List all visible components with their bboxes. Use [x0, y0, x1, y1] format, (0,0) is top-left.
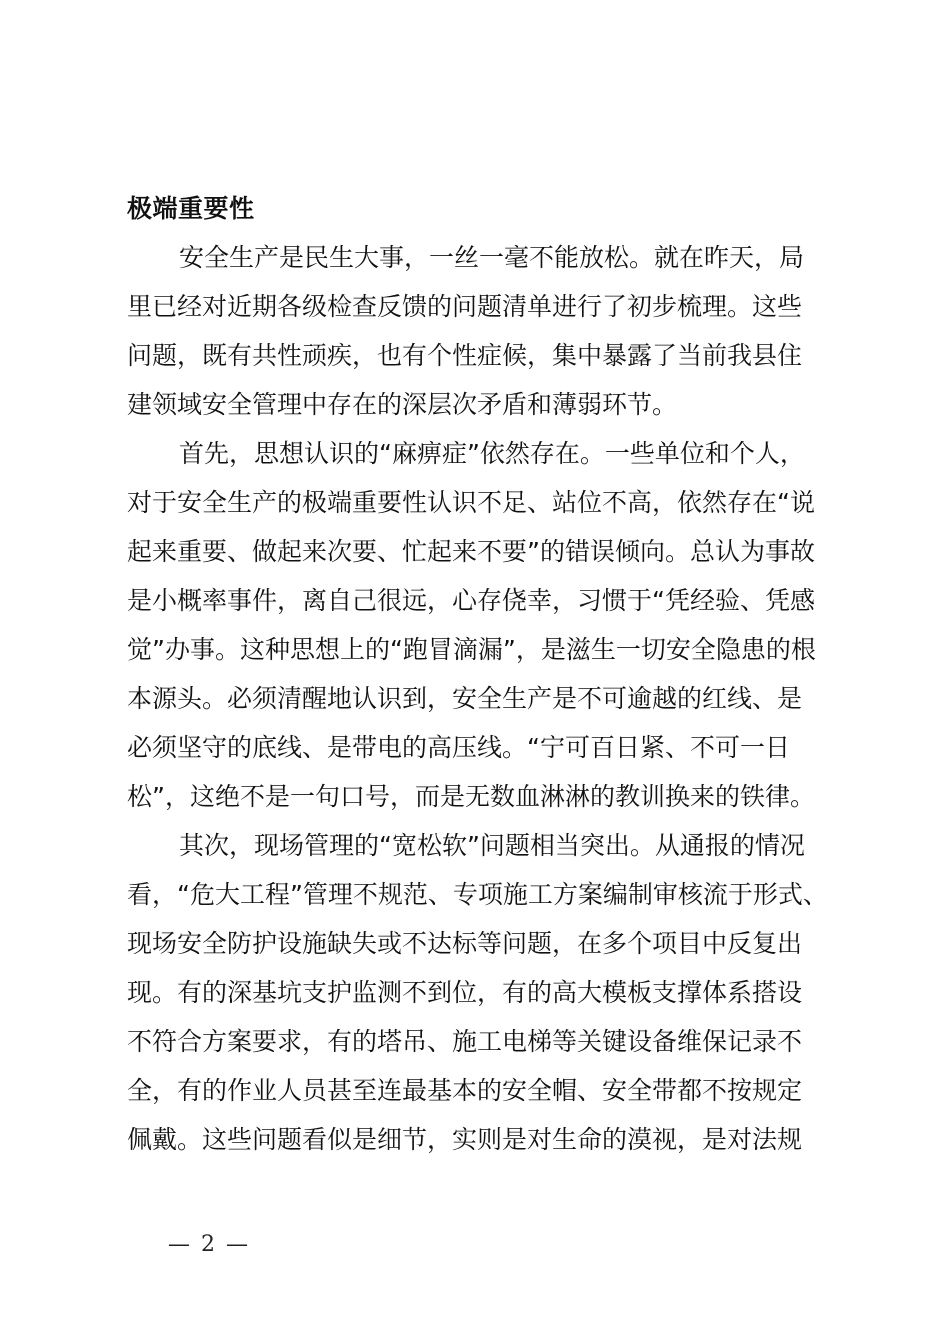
page-number: — 2 —	[168, 1232, 250, 1257]
paragraph-line: 不符合方案要求，有的塔吊、施工电梯等关键设备维保记录不	[127, 1027, 803, 1056]
paragraph-line: 问题，既有共性顽疾，也有个性症候，集中暴露了当前我县住	[127, 341, 803, 370]
paragraph-2	[127, 429, 831, 821]
paragraph-line: 里已经对近期各级检查反馈的问题清单进行了初步梳理。这些	[127, 292, 803, 321]
paragraph-line: 看，“危大工程”管理不规范、专项施工方案编制审核流于形式、	[127, 880, 828, 909]
paragraph-line: 起来重要、做起来次要、忙起来不要”的错误倾向。总认为事故	[127, 537, 815, 566]
paragraph-line: 本源头。必须清醒地认识到，安全生产是不可逾越的红线、是	[127, 684, 803, 713]
paragraph-1	[127, 233, 831, 429]
paragraph-line: 必须坚守的底线、是带电的高压线。“宁可百日紧、不可一日	[127, 733, 790, 762]
paragraph-line: 建领域安全管理中存在的深层次矛盾和薄弱环节。	[127, 390, 678, 419]
paragraph-line: 佩戴。这些问题看似是细节，实则是对生命的漠视，是对法规	[127, 1125, 803, 1154]
paragraph-line: 全，有的作业人员甚至连最基本的安全帽、安全带都不按规定	[127, 1076, 803, 1105]
paragraph-line: 首先，思想认识的“麻痹症”依然存在。一些单位和个人，	[179, 439, 805, 468]
paragraph-line: 松”，这绝不是一句口号，而是无数血淋淋的教训换来的铁律。	[127, 782, 815, 811]
paragraph-line: 现场安全防护设施缺失或不达标等问题，在多个项目中反复出	[127, 929, 803, 958]
paragraph-line: 现。有的深基坑支护监测不到位，有的高大模板支撑体系搭设	[127, 978, 803, 1007]
body-text	[127, 184, 831, 1164]
paragraph-line: 是小概率事件，离自己很远，心存侥幸，习惯于“凭经验、凭感	[127, 586, 815, 615]
paragraph-line: 安全生产是民生大事，一丝一毫不能放松。就在昨天，局	[179, 243, 805, 272]
paragraph-3	[127, 821, 831, 1164]
paragraph-line: 其次，现场管理的“宽松软”问题相当突出。从通报的情况	[179, 831, 805, 860]
paragraph-line: 对于安全生产的极端重要性认识不足、站位不高，依然存在“说	[127, 488, 815, 517]
paragraph-line: 觉”办事。这种思想上的“跑冒滴漏”，是滋生一切安全隐患的根	[127, 635, 816, 664]
section-heading: 极端重要性	[127, 194, 255, 223]
